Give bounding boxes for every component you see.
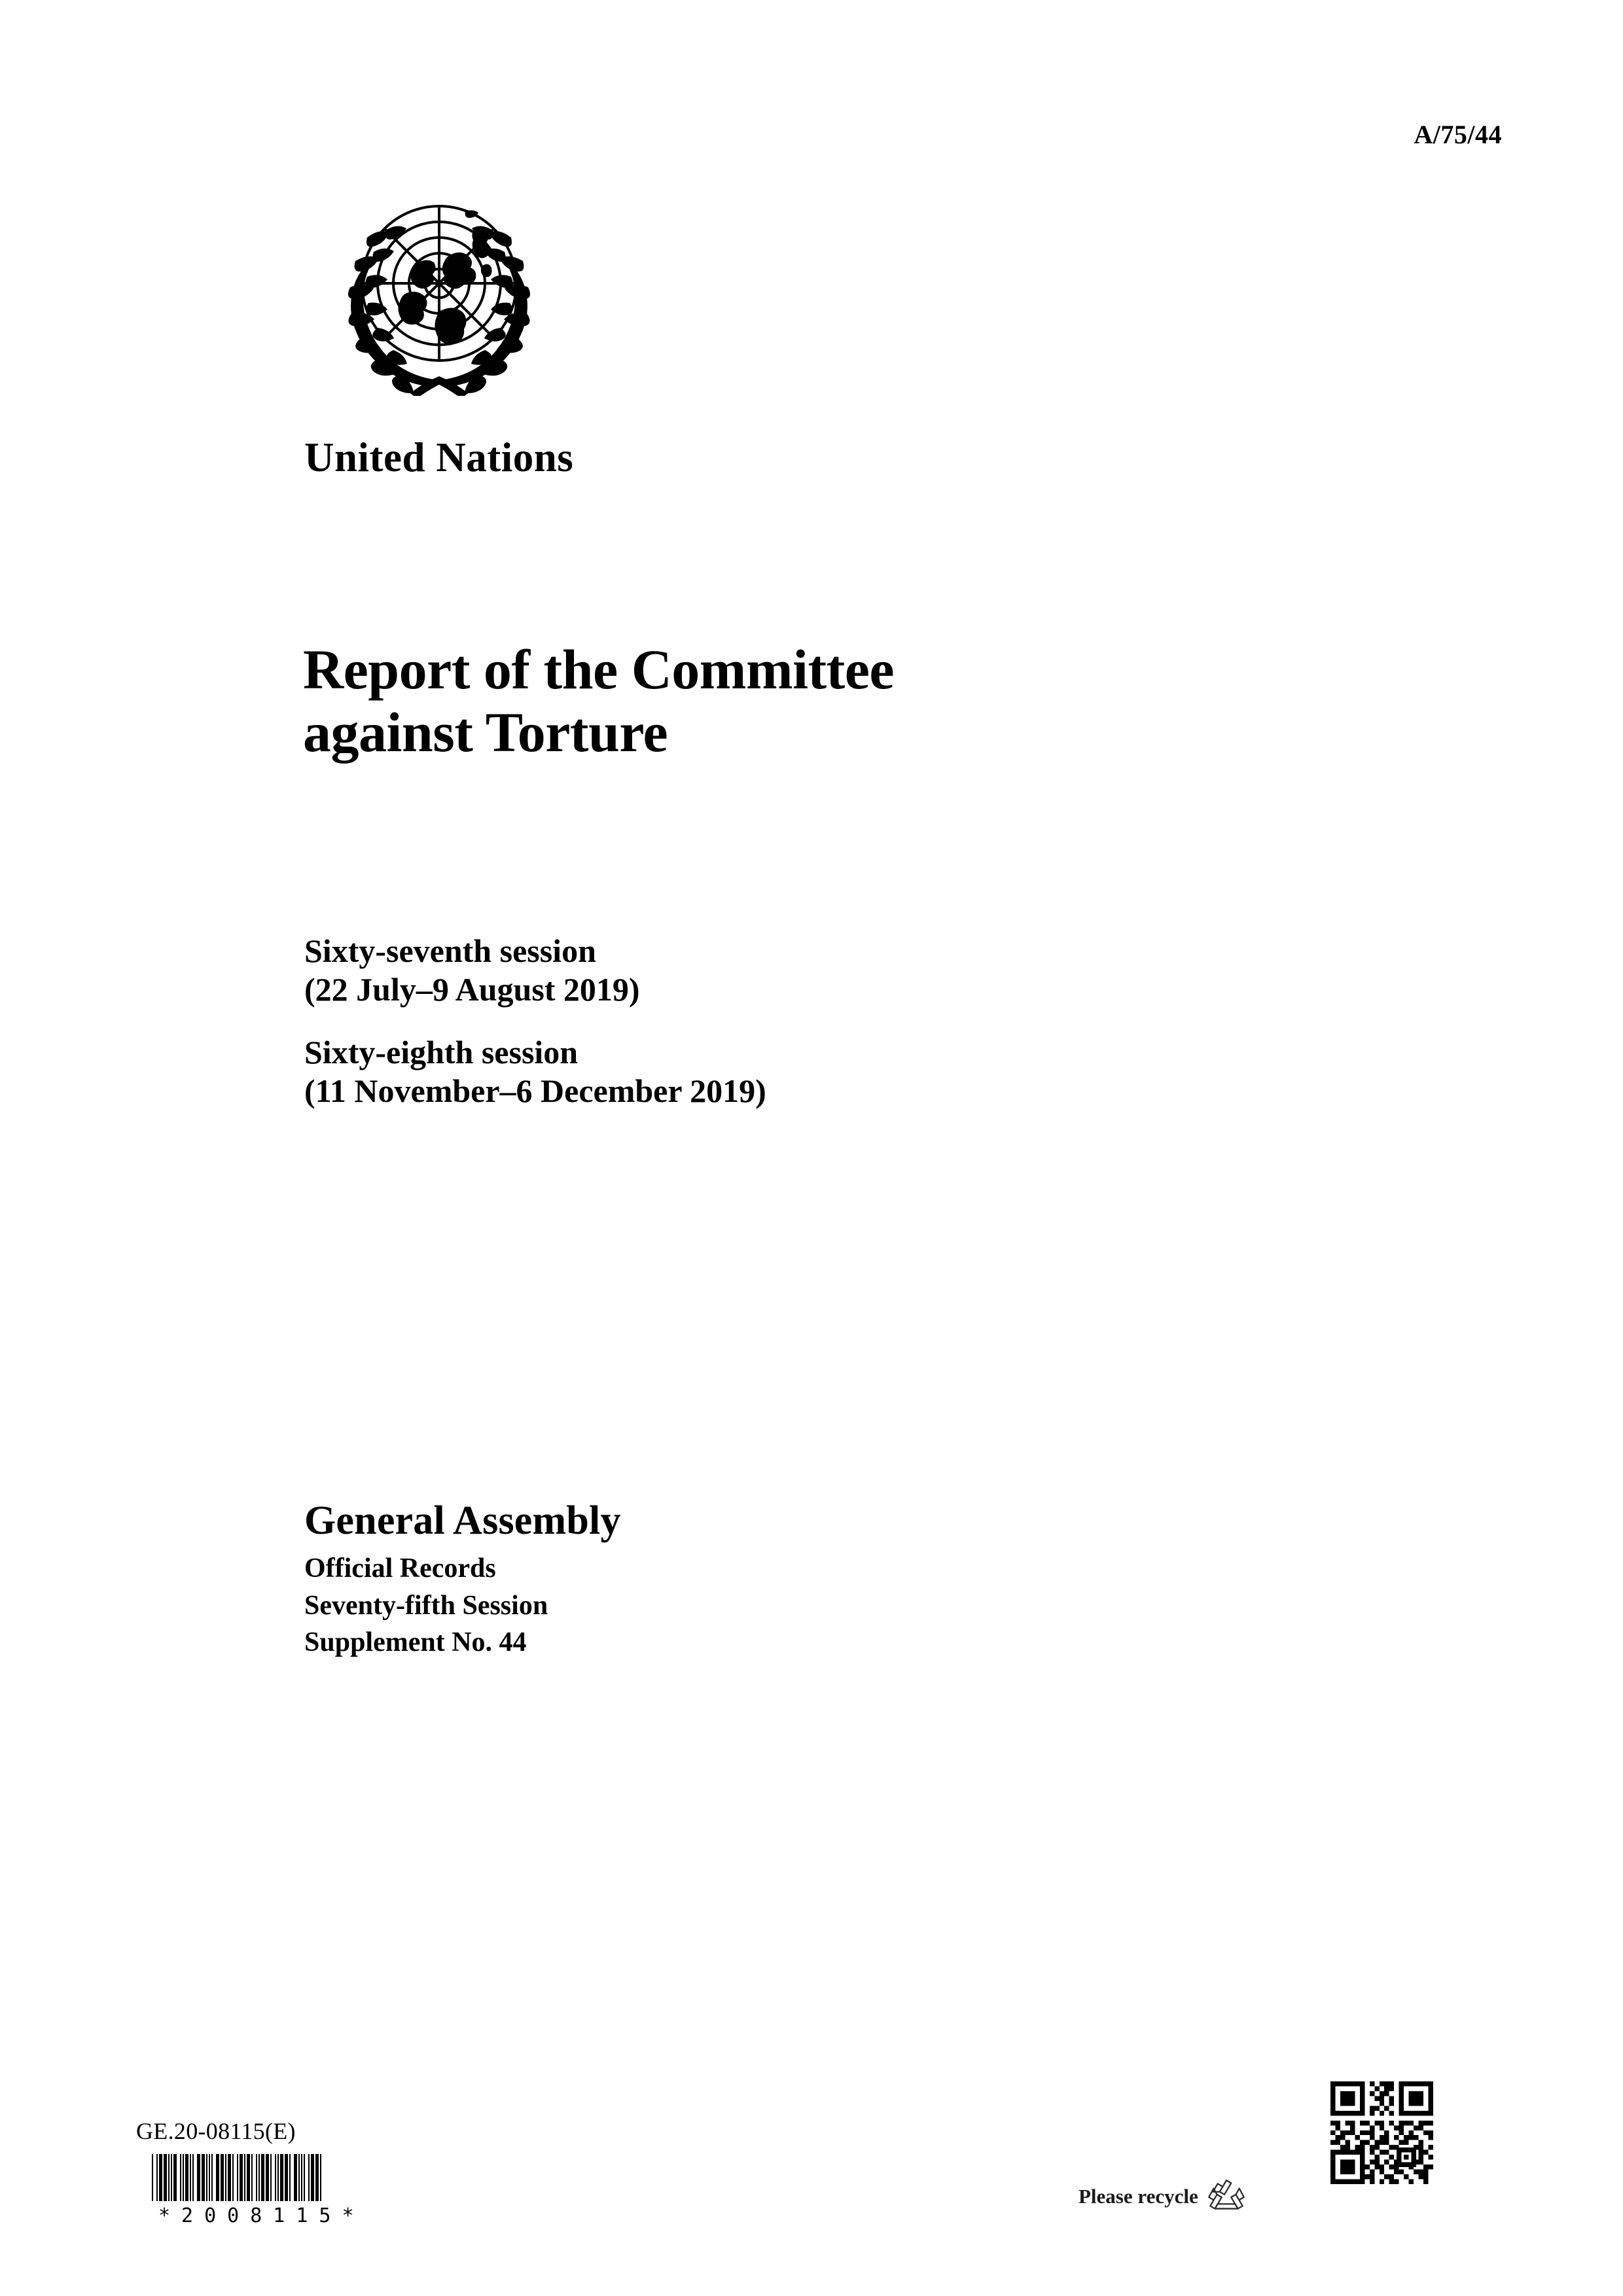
- session-item: [304, 1033, 1286, 1110]
- document-symbol: A/75/44: [1414, 120, 1502, 149]
- session-item: [304, 932, 1286, 1009]
- qr-code-icon: [1330, 2081, 1433, 2184]
- page-title-line-2: against Torture: [303, 701, 668, 764]
- general-assembly-block: [304, 1498, 1221, 1659]
- barcode-text: *2008115*: [158, 2204, 365, 2227]
- session-dates: (11 November–6 December 2019): [304, 1072, 766, 1109]
- code39-barcode-icon: [152, 2154, 402, 2201]
- page-title-line-1: Report of the Committee: [303, 638, 895, 701]
- session-dates: (22 July–9 August 2019): [304, 971, 640, 1008]
- ga-session: Seventy-fifth Session: [304, 1590, 548, 1621]
- recycle-label: Please recycle: [1079, 2185, 1198, 2208]
- job-number: GE.20-08115(E): [136, 2118, 296, 2144]
- recycle-notice: [1079, 2176, 1248, 2217]
- un-emblem-icon: [319, 186, 560, 396]
- ga-organ: General Assembly: [304, 1498, 621, 1543]
- footer-left: [136, 2117, 542, 2227]
- session-list: [304, 932, 1286, 1110]
- ga-supplement: Supplement No. 44: [304, 1627, 527, 1657]
- ga-records: Official Records: [304, 1553, 496, 1584]
- recycle-mobius-icon: [1205, 2176, 1248, 2217]
- session-name: Sixty-seventh session: [304, 932, 596, 969]
- page-title: [303, 638, 1272, 764]
- session-name: Sixty-eighth session: [304, 1034, 579, 1070]
- organization-name: United Nations: [304, 434, 574, 480]
